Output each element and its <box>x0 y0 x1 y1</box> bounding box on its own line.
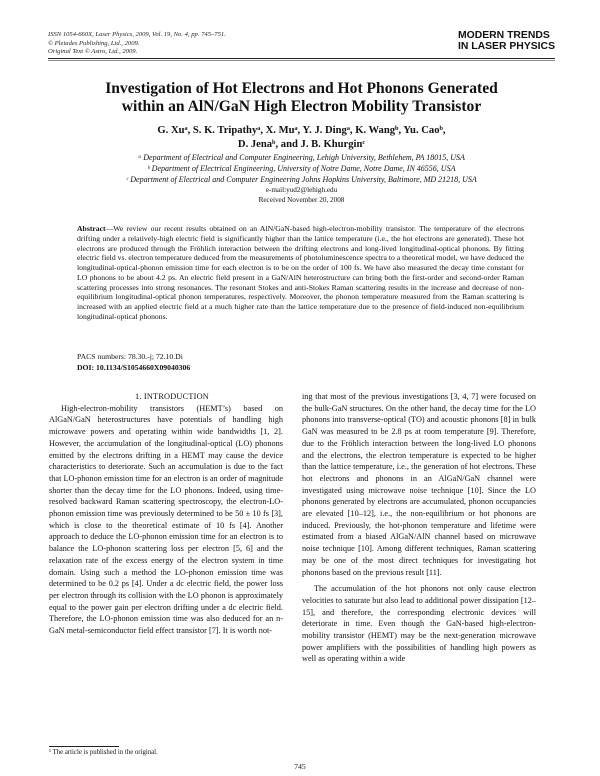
section-tag-line2: IN LASER PHYSICS <box>458 41 555 52</box>
title-line1: Investigation of Hot Electrons and Hot Phonons Generated <box>105 80 498 97</box>
pacs-numbers: PACS numbers: 78.30.-j; 72.10.Di <box>77 352 183 361</box>
authors-line2: D. Jenaᵇ, and J. B. Khurginᶜ <box>237 138 366 150</box>
affiliation-c: ᶜ Department of Electrical and Computer Engineering Johns Hopkins University, Baltimore, MD 21218, USA <box>126 175 477 184</box>
journal-original-text: Original Text © Astro, Ltd., 2009. <box>48 48 138 56</box>
header-rule <box>48 58 555 59</box>
journal-info <box>48 31 226 57</box>
affiliation-a: ᵃ Department of Electrical and Computer Engineering, Lehigh University, Bethlehem, PA 18015, USA <box>138 153 465 162</box>
body-paragraph: High-electron-mobility transistors (HEMT’s) based on AlGaN/GaN heterostructures have potentials of handling high microwave powers and operating within wide bandwidths [1, 2]. However, the accumulation of the longitudinal-optical (LO) phonons emitted by the electrons drifting in a HEMT may cause the device characteristics to deteriorate. Such an accumulation is due to the fact that LO-phonon emission time for an electron is an order of magnitude shorter than the decay time for the LO phonons. Indeed, using time-resolved backward Raman scattering spectroscopy, the electron-LO-phonon emission time was previously determined to be 50 ± 10 fs [3], which is close to the theoretical estimate of 10 fs [4]. Another approach to deduce the LO-phonon emission time for an electron is to balance the LO-phonon scattering loss per electron [5, 6] and the relaxation rate of the excess energy of the electron system in time domain. Using such a method the LO-phonon emission time was determined to be 0.2 ps [4]. Under a dc electric field, the power loss per electron through its collision with the LO phonon is approximately equal to the power gain per electron drifting under a dc electric field. Therefore, the LO-phonon emission time was also deduced for an n-GaN metal-semiconductor field effect transistor [7]. It is worth not- <box>49 403 283 636</box>
journal-citation: ISSN 1054-660X, Laser Physics, 2009, Vol. 19, No. 4, pp. 745–751. <box>48 31 226 38</box>
footnote-rule <box>49 746 119 747</box>
affiliation-b: ᵇ Department of Electrical Engineering, University of Notre Dame, Notre Dame, IN 46556, USA <box>147 164 456 173</box>
doi-value: 10.1134/S1054660X09040306 <box>96 363 191 372</box>
body-column-left <box>49 391 283 637</box>
contact-email: e-mail:yud2@lehigh.edu <box>265 186 338 194</box>
abstract-label: Abstract <box>77 224 106 233</box>
header-rule-thin <box>48 60 555 61</box>
affiliations <box>48 152 555 205</box>
section-tag <box>458 30 555 52</box>
doi-label: DOI: <box>77 363 95 372</box>
doi <box>77 363 190 374</box>
journal-copyright: © Pleiades Publishing, Ltd., 2009. <box>48 39 140 47</box>
body-paragraph: ing that most of the previous investigations [3, 4, 7] were focused on the bulk-GaN structures. On the other hand, the decay time for the LO phonons into transverse-optical (TO) and acoustic phonons [8] in bulk GaN was measured to be 2.8 ps at room temperature [9]. Therefore, due to the Fröhlich interaction between the long-lived LO phonons and the electrons, the electron temperature is expected to be higher than the lattice temperature, i.e., the generation of hot electrons. These hot electrons and phonons in an AlGaN/GaN channel were investigated using microwave noise technique [10]. Since the LO phonons generated by electrons are accumulated, phonon occupancies are elevated [10–12], i.e., the non-equilibrium or hot phonons are induced. Previously, the hot-phonon temperature and lifetime were estimated from a biased AlGaN/AlN channel based on microwave noise technique [10]. Among different techniques, Raman scattering may be one of the most direct techniques for investigating hot phonons based on the previous result [11]. <box>302 392 536 577</box>
body-column-right <box>302 391 536 665</box>
abstract-text: —We review our recent results obtained on an AlN/GaN-based high-electron-mobility transistor. The temperature of the electrons drifting under a relatively-high electric field is significantly higher than the lattice temperature (i.e., the hot electrons are generated). These hot electrons are produced through the Fröhlich interaction between the drifting electrons and long-lived longitudinal-optical phonons. By fitting electric field vs. electron temperature deduced from the measurements of photoluminescence spectra to a theoretical model, we have deduced the longitudinal-optical-phonon emission time for each electron is to be on the order of 100 fs. We have also measured the decay time constant for LO phonons to be about 4.2 ps. An electric field present in a GaN/AlN heterostructure can bring both the first-order and second-order Raman scattering processes into strong resonances. The resonant Stokes and anti-Stokes Raman scattering results in the increase and decrease of non-equilibrium longitudinal-optical phonon temperatures, respectively. Moreover, the phonon temperature measured from the Raman scattering is increased with an applied electric field at a much higher rate than the lattice temperature due to the presence of field-induced non-equilibrium longitudinal-optical phonons. <box>77 224 524 321</box>
paper-title <box>48 80 555 116</box>
received-date: Received November 20, 2008 <box>258 196 345 204</box>
abstract <box>77 224 524 322</box>
body-paragraph: The accumulation of the hot phonons not only cause electron velocities to saturate but also lead to additional power dissipation [12–15], and therefore, the corresponding electronic devices will deteriorate in time. Even though the GaN-based high-electron-mobility transistor (HEMT) may be the next-generation microwave power amplifiers with the possibilities of handling high powers as well as operating within a wide <box>302 584 536 664</box>
section-tag-line1: MODERN TRENDS <box>458 30 550 41</box>
author-list <box>48 124 555 151</box>
title-line2: within an AlN/GaN High Electron Mobility Transistor <box>121 98 482 115</box>
footnote: ¹ The article is published in the original. <box>49 749 158 756</box>
section-heading-introduction: 1. INTRODUCTION <box>135 392 209 401</box>
page-number: 745 <box>294 762 306 771</box>
authors-line1: G. Xuᵃ, S. K. Tripathyᵃ, X. Muᵃ, Y. J. Dingᵃ, K. Wangᵇ, Yu. Caoᵇ, <box>157 125 446 136</box>
